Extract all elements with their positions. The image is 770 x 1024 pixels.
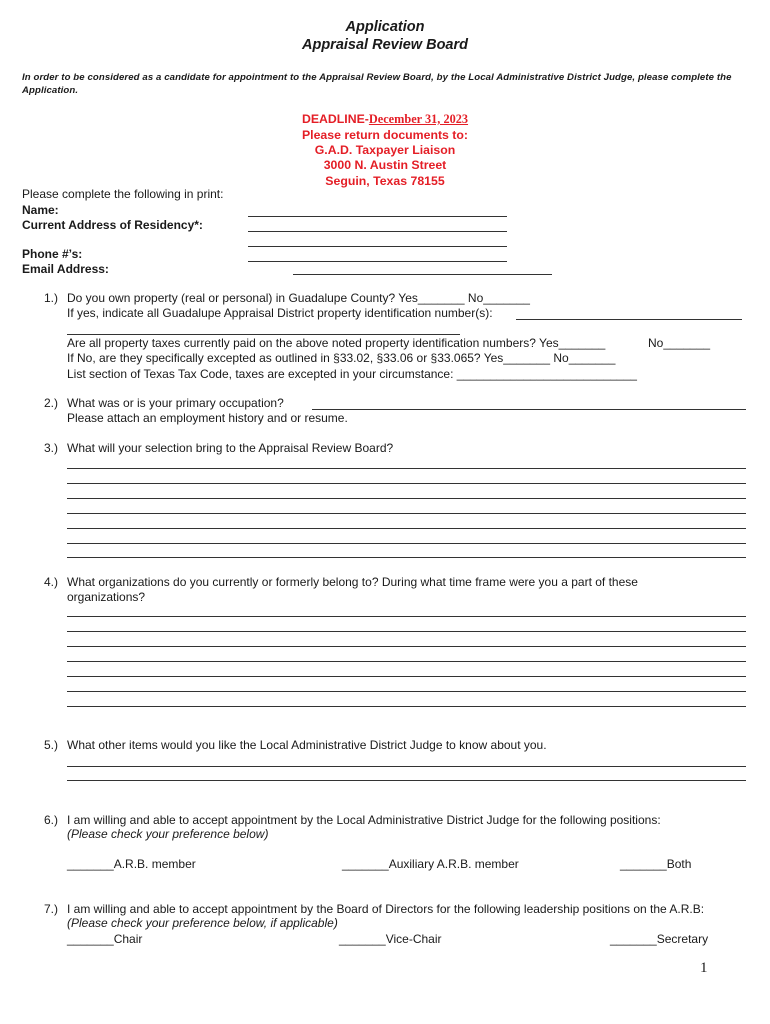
q7-option-secretary[interactable]: _______Secretary (610, 932, 709, 946)
email-label: Email Address: (22, 262, 109, 276)
q4-text: What organizations do you currently or formerly belong to? During what time frame were you a part of these (67, 575, 638, 589)
q3-answer-line[interactable] (67, 513, 746, 514)
q6-option-auxiliary-member[interactable]: _______Auxiliary A.R.B. member (342, 857, 519, 871)
q3-number: 3.) (44, 441, 59, 455)
address-field-line-1[interactable] (248, 231, 507, 232)
return-street: 3000 N. Austin Street (323, 158, 447, 172)
q7-option-vice-chair[interactable]: _______Vice-Chair (339, 932, 442, 946)
q4-answer-line[interactable] (67, 676, 746, 677)
q2-attach-text: Please attach an employment history and or resume. (67, 411, 348, 425)
phone-field-line[interactable] (248, 261, 507, 262)
q2-answer-line[interactable] (312, 409, 746, 410)
q3-answer-line[interactable] (67, 557, 746, 558)
q1-list-text: List section of Texas Tax Code, taxes are excepted in your circumstance: ___________________________ (67, 367, 637, 381)
q1-id-field-line-2[interactable] (67, 334, 460, 335)
form-title: Application (345, 19, 425, 35)
name-label: Name: (22, 203, 59, 217)
return-city: Seguin, Texas 78155 (325, 174, 445, 188)
q1-taxes-text: Are all property taxes currently paid on the above noted property identification numbers? Yes_______ (67, 336, 606, 350)
deadline-label: DEADLINE- (301, 112, 369, 126)
page-number: 1 (700, 960, 708, 976)
q1-id-field-line-1[interactable] (516, 319, 742, 320)
q3-answer-line[interactable] (67, 498, 746, 499)
q5-text: What other items would you like the Local Administrative District Judge to know about you. (67, 738, 547, 752)
q7-note: (Please check your preference below, if applicable) (67, 916, 338, 930)
q1-text: Do you own property (real or personal) in Guadalupe County? Yes_______ No_______ (67, 291, 530, 305)
phone-label: Phone #’s: (22, 247, 83, 261)
q6-note: (Please check your preference below) (67, 827, 269, 841)
address-field-line-2[interactable] (248, 246, 507, 247)
email-field-line[interactable] (293, 274, 552, 275)
q7-text: I am willing and able to accept appointment by the Board of Directors for the following leadership positions on the A.R.B: (67, 902, 705, 916)
deadline-line (0, 112, 770, 127)
q4-answer-line[interactable] (67, 646, 746, 647)
q4-text-continued: organizations? (67, 590, 146, 604)
q5-answer-line[interactable] (67, 780, 746, 781)
q1-number: 1.) (44, 291, 59, 305)
q6-option-arb-member[interactable]: _______A.R.B. member (67, 857, 196, 871)
q7-option-chair[interactable]: _______Chair (67, 932, 143, 946)
form-subtitle: Appraisal Review Board (302, 37, 468, 53)
q3-answer-line[interactable] (67, 543, 746, 544)
q4-answer-line[interactable] (67, 661, 746, 662)
q3-answer-line[interactable] (67, 468, 746, 469)
q6-text: I am willing and able to accept appointment by the Local Administrative District Judge for the following positions: (67, 813, 661, 827)
q1-exempt-text: If No, are they specifically excepted as outlined in §33.02, §33.06 or §33.065? Yes_______ No_______ (67, 351, 616, 365)
q4-answer-line[interactable] (67, 691, 746, 692)
q1-ifyes-text: If yes, indicate all Guadalupe Appraisal District property identification number(s): (67, 306, 493, 320)
name-field-line[interactable] (248, 216, 507, 217)
q3-text: What will your selection bring to the Appraisal Review Board? (67, 441, 394, 455)
q4-number: 4.) (44, 575, 59, 589)
intro-text: In order to be considered as a candidate for appointment to the Appraisal Review Board, by the Local Administrative District Judge, please complete the Application. (22, 72, 732, 96)
q4-answer-line[interactable] (67, 706, 746, 707)
print-instruction: Please complete the following in print: (22, 187, 224, 201)
q4-answer-line[interactable] (67, 616, 746, 617)
q7-number: 7.) (44, 902, 59, 916)
return-org: G.A.D. Taxpayer Liaison (314, 143, 456, 157)
q2-text: What was or is your primary occupation? (67, 396, 284, 410)
q3-answer-line[interactable] (67, 483, 746, 484)
q6-option-both[interactable]: _______Both (620, 857, 692, 871)
q4-answer-line[interactable] (67, 631, 746, 632)
q2-number: 2.) (44, 396, 59, 410)
q6-number: 6.) (44, 813, 59, 827)
q5-number: 5.) (44, 738, 59, 752)
q3-answer-line[interactable] (67, 528, 746, 529)
deadline-date: December 31, 2023 (368, 112, 469, 126)
address-label: Current Address of Residency*: (22, 218, 203, 232)
q1-taxes-no: No_______ (648, 336, 711, 350)
q5-answer-line[interactable] (67, 766, 746, 767)
return-instruction: Please return documents to: (301, 128, 469, 142)
